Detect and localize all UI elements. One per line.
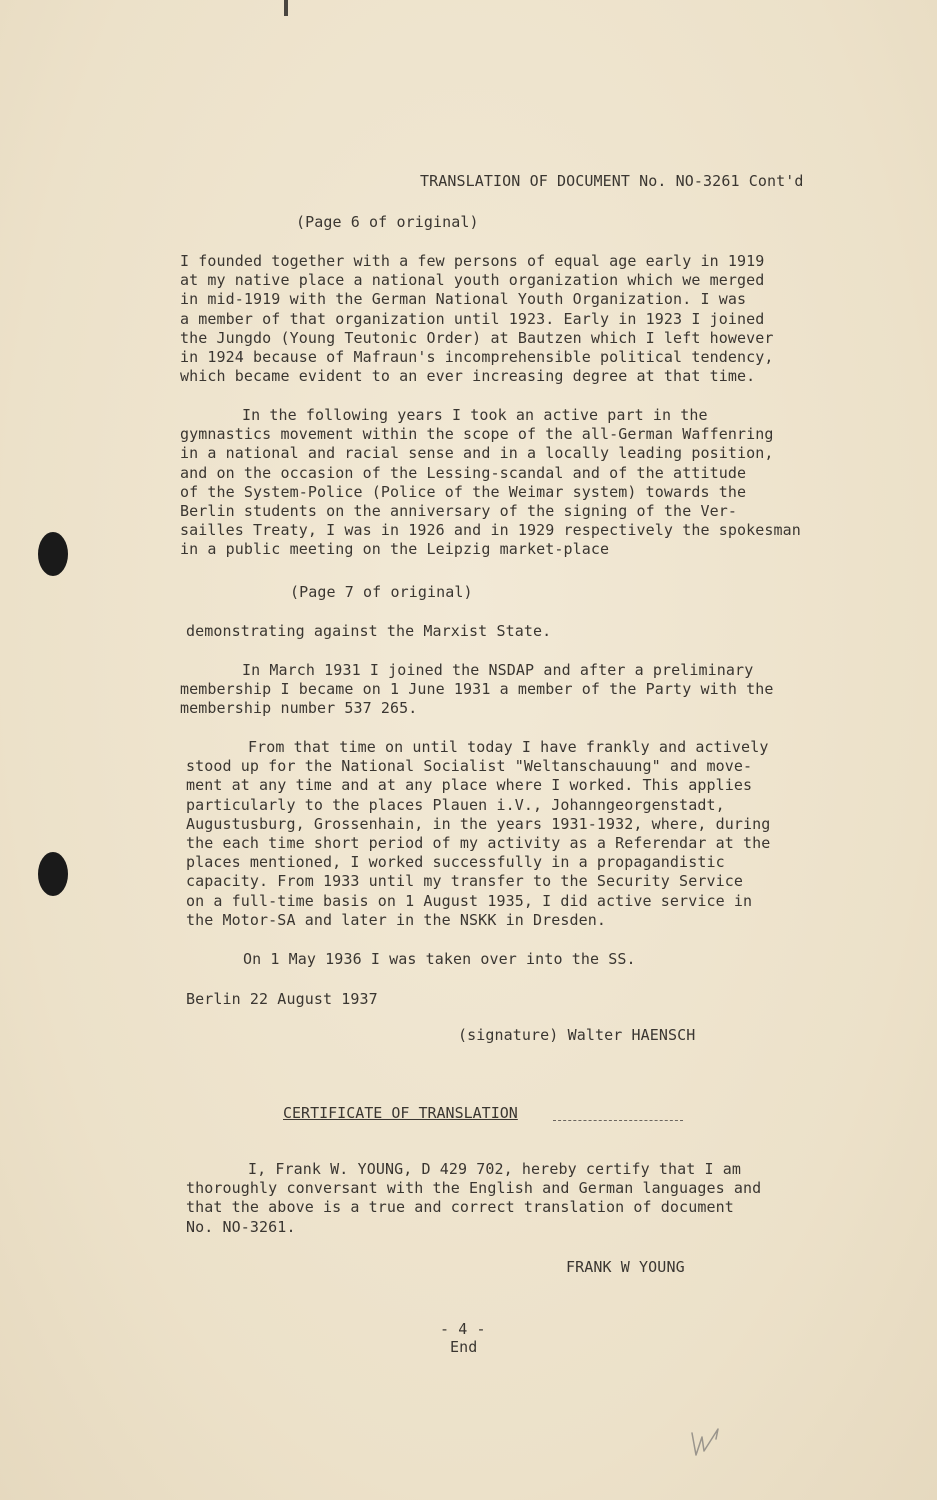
- dateline: Berlin 22 August 1937: [186, 990, 378, 1008]
- certificate-body: I, Frank W. YOUNG, D 429 702, hereby certify that I am thoroughly conversant with the English and German languages and that the above is a true and correct translation of document No. NO-3261.: [186, 1160, 762, 1236]
- staple-mark: [284, 0, 288, 16]
- translator-name: FRANK W YOUNG: [566, 1258, 685, 1276]
- page-7-note: (Page 7 of original): [290, 583, 473, 601]
- paragraph-1: I founded together with a few persons of equal age early in 1919 at my native place a national youth organization which we merged in mid-1919 with the German National Youth Organization. I was a member of that organization until 1923. Early in 1923 I joined the Jungdo (Young Teutonic Order) at Bautzen which I left however in 1924 because of Mafraun's incomprehensible political tendency, which became evident to an ever increasing degree at that time.: [180, 252, 774, 386]
- certificate-title-rule: [553, 1104, 683, 1121]
- punch-hole-upper: [38, 532, 68, 576]
- page-number: - 4 -: [440, 1320, 486, 1338]
- handwritten-initial-mark: [688, 1425, 728, 1461]
- signature-line: (signature) Walter HAENSCH: [458, 1026, 696, 1044]
- paragraph-3: demonstrating against the Marxist State.: [186, 622, 552, 640]
- paragraph-2: In the following years I took an active part in the gymnastics movement within the scope of the all-German Waffenring in a national and racial sense and in a locally leading position, and on the occasion of the Lessing-scandal and of the attitude of the System-Police (Police of the Weimar system) towards the Berlin students on the anniversary of the signing of the Ver- sailles Treaty, I was in 1926 and in 1929 respectively the spokesman in a public meeting on the Leipzig market-place: [180, 406, 801, 559]
- page-6-note: (Page 6 of original): [296, 213, 479, 231]
- punch-hole-lower: [38, 852, 68, 896]
- certificate-title: CERTIFICATE OF TRANSLATION: [283, 1104, 518, 1122]
- end-mark: End: [450, 1338, 478, 1356]
- paragraph-5: From that time on until today I have frankly and actively stood up for the National Socialist "Weltanschauung" and move- ment at any time and at any place where I worked. This applies particularly to the places Plauen i.V., Johanngeorgenstadt, Augustusburg, Grossenhain, in the years 1931-1932, where, during the each time short period of my activity as a Referendar at the places mentioned, I worked successfully in a propagandistic capacity. From 1933 until my transfer to the Security Service on a full-time basis on 1 August 1935, I did active service in the Motor-SA and later in the NSKK in Dresden.: [186, 738, 771, 929]
- document-header: TRANSLATION OF DOCUMENT No. NO-3261 Cont'd: [420, 172, 804, 190]
- paragraph-6: On 1 May 1936 I was taken over into the SS.: [243, 950, 636, 968]
- paragraph-4: In March 1931 I joined the NSDAP and after a preliminary membership I became on 1 June 1931 a member of the Party with the membership number 537 265.: [180, 661, 774, 718]
